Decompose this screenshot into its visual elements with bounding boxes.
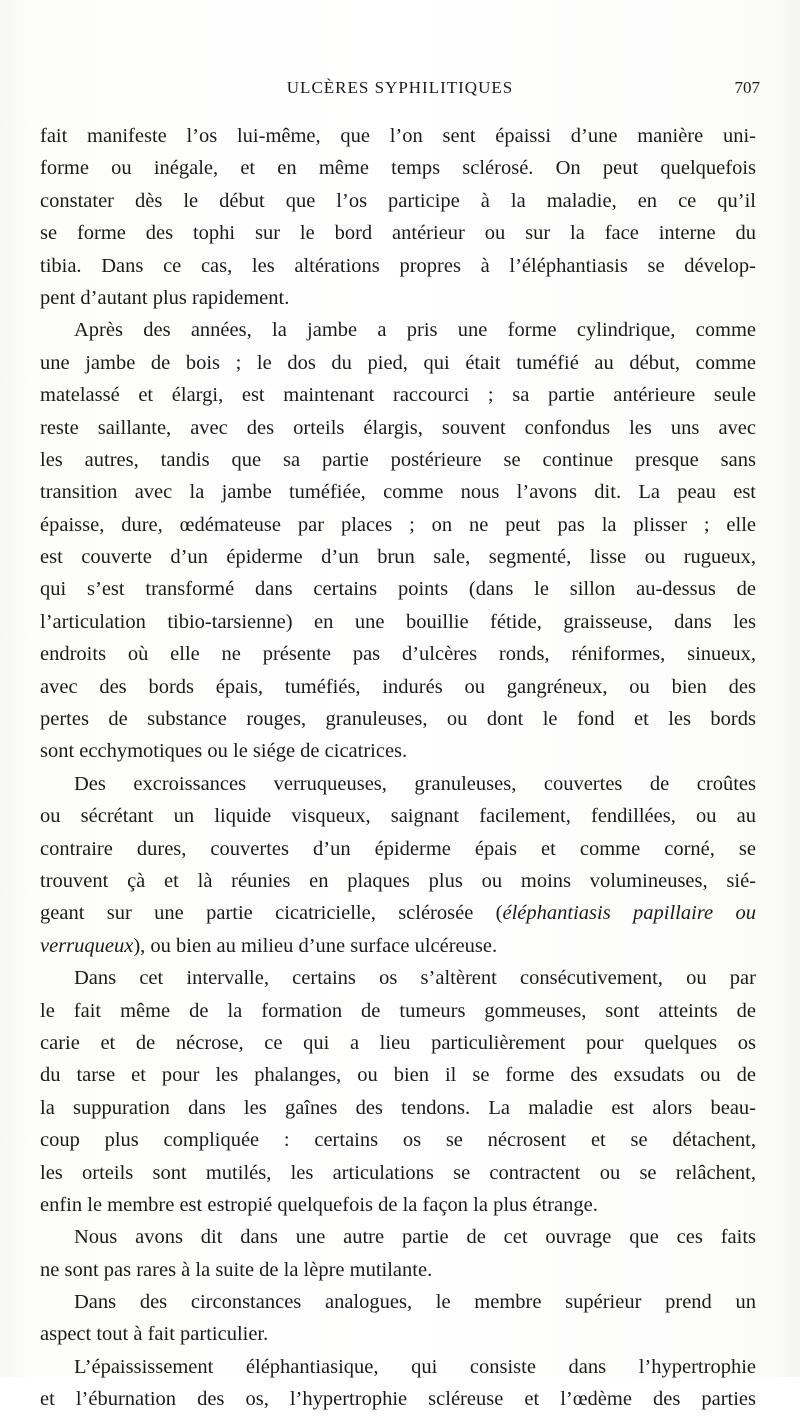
page-number: 707 (734, 78, 760, 97)
text-line: qui s’est transformé dans certains points (dans le sillon au-dessus de (40, 578, 756, 601)
text-line: se forme des tophi sur le bord antérieur ou sur la face interne du (40, 222, 756, 245)
text-line: pent d’autant plus rapidement. (40, 286, 290, 309)
text-line: L’épaississement éléphantiasique, qui consiste dans l’hypertrophie (74, 1355, 756, 1378)
text-line: les orteils sont mutilés, les articulations se contractent ou se relâchent, (40, 1161, 756, 1184)
italic-term: éléphantiasis papillaire ou (502, 902, 756, 925)
text-line: coup plus compliquée : certains os se nécrosent et se détachent, (40, 1129, 756, 1152)
text-line: reste saillante, avec des orteils élargis, souvent confondus les uns avec (40, 416, 756, 439)
text-line: constater dès le début que l’os participe à la maladie, en ce qu’il (40, 189, 756, 212)
text-line: Des excroissances verruqueuses, granuleuses, couvertes de croûtes (74, 772, 756, 795)
text-line: épaisse, dure, œdémateuse par places ; on ne peut pas la plisser ; elle (40, 513, 756, 536)
text-line: pertes de substance rouges, granuleuses, ou dont le fond et les bords (40, 708, 756, 731)
text-line-part: ), ou bien au milieu d’une surface ulcéreuse. (133, 934, 498, 957)
text-line (40, 930, 756, 962)
running-title: ULCÈRES SYPHILITIQUES (286, 78, 514, 97)
body-text (40, 120, 756, 1416)
text-line: la suppuration dans les gaînes des tendons. La maladie est alors beau- (40, 1096, 756, 1119)
text-line: les autres, tandis que sa partie postérieure se continue presque sans (40, 448, 756, 471)
text-line: fait manifeste l’os lui-même, que l’on sent épaissi d’une manière uni- (40, 125, 756, 147)
italic-term: verruqueux (40, 934, 134, 957)
text-line: est couverte d’un épiderme d’un brun sale, segmenté, lisse ou rugueux, (40, 546, 756, 569)
text-line: et l’éburnation des os, l’hypertrophie scléreuse et l’œdème des parties (40, 1388, 756, 1411)
text-line: matelassé et élargi, est maintenant raccourci ; sa partie antérieure seule (40, 384, 756, 407)
text-line: tibia. Dans ce cas, les altérations propres à l’éléphantiasis se dévelop- (40, 254, 756, 277)
text-line (40, 897, 756, 929)
text-line: enfin le membre est estropié quelquefois de la façon la plus étrange. (40, 1193, 598, 1216)
text-line: aspect tout à fait particulier. (40, 1323, 269, 1346)
text-line: trouvent çà et là réunies en plaques plus ou moins volumineuses, sié- (40, 869, 756, 892)
running-head (40, 78, 760, 100)
text-line: sont ecchymotiques ou le siége de cicatrices. (40, 740, 408, 763)
text-line: endroits où elle ne présente pas d’ulcères ronds, réniformes, sinueux, (40, 643, 756, 666)
text-line-part: geant sur une partie cicatricielle, sclérosée ( (40, 902, 503, 925)
text-line: contraire dures, couvertes d’un épiderme épais et comme corné, se (40, 837, 756, 860)
text-line: ou sécrétant un liquide visqueux, saignant facilement, fendillées, ou au (40, 805, 756, 828)
text-line: du tarse et pour les phalanges, ou bien il se forme des exsudats ou de (40, 1064, 756, 1087)
text-line: transition avec la jambe tuméfiée, comme nous l’avons dit. La peau est (40, 481, 756, 504)
text-line: forme ou inégale, et en même temps sclérosé. On peut quelquefois (40, 157, 756, 180)
text-line: l’articulation tibio-tarsienne) en une bouillie fétide, graisseuse, dans les (40, 610, 756, 633)
text-line: une jambe de bois ; le dos du pied, qui était tuméfié au début, comme (40, 351, 756, 374)
text-line: Dans des circonstances analogues, le membre supérieur prend un (74, 1291, 756, 1314)
text-line: Après des années, la jambe a pris une forme cylindrique, comme (74, 319, 756, 342)
text-line: ne sont pas rares à la suite de la lèpre mutilante. (40, 1258, 433, 1281)
text-line: le fait même de la formation de tumeurs gommeuses, sont atteints de (40, 999, 756, 1022)
text-line: carie et de nécrose, ce qui a lieu particulièrement pour quelques os (40, 1031, 756, 1054)
text-line: Nous avons dit dans une autre partie de cet ouvrage que ces faits (74, 1226, 756, 1249)
text-line: Dans cet intervalle, certains os s’altèrent consécutivement, ou par (74, 967, 756, 990)
text-line: avec des bords épais, tuméfiés, indurés ou gangréneux, ou bien des (40, 675, 756, 698)
